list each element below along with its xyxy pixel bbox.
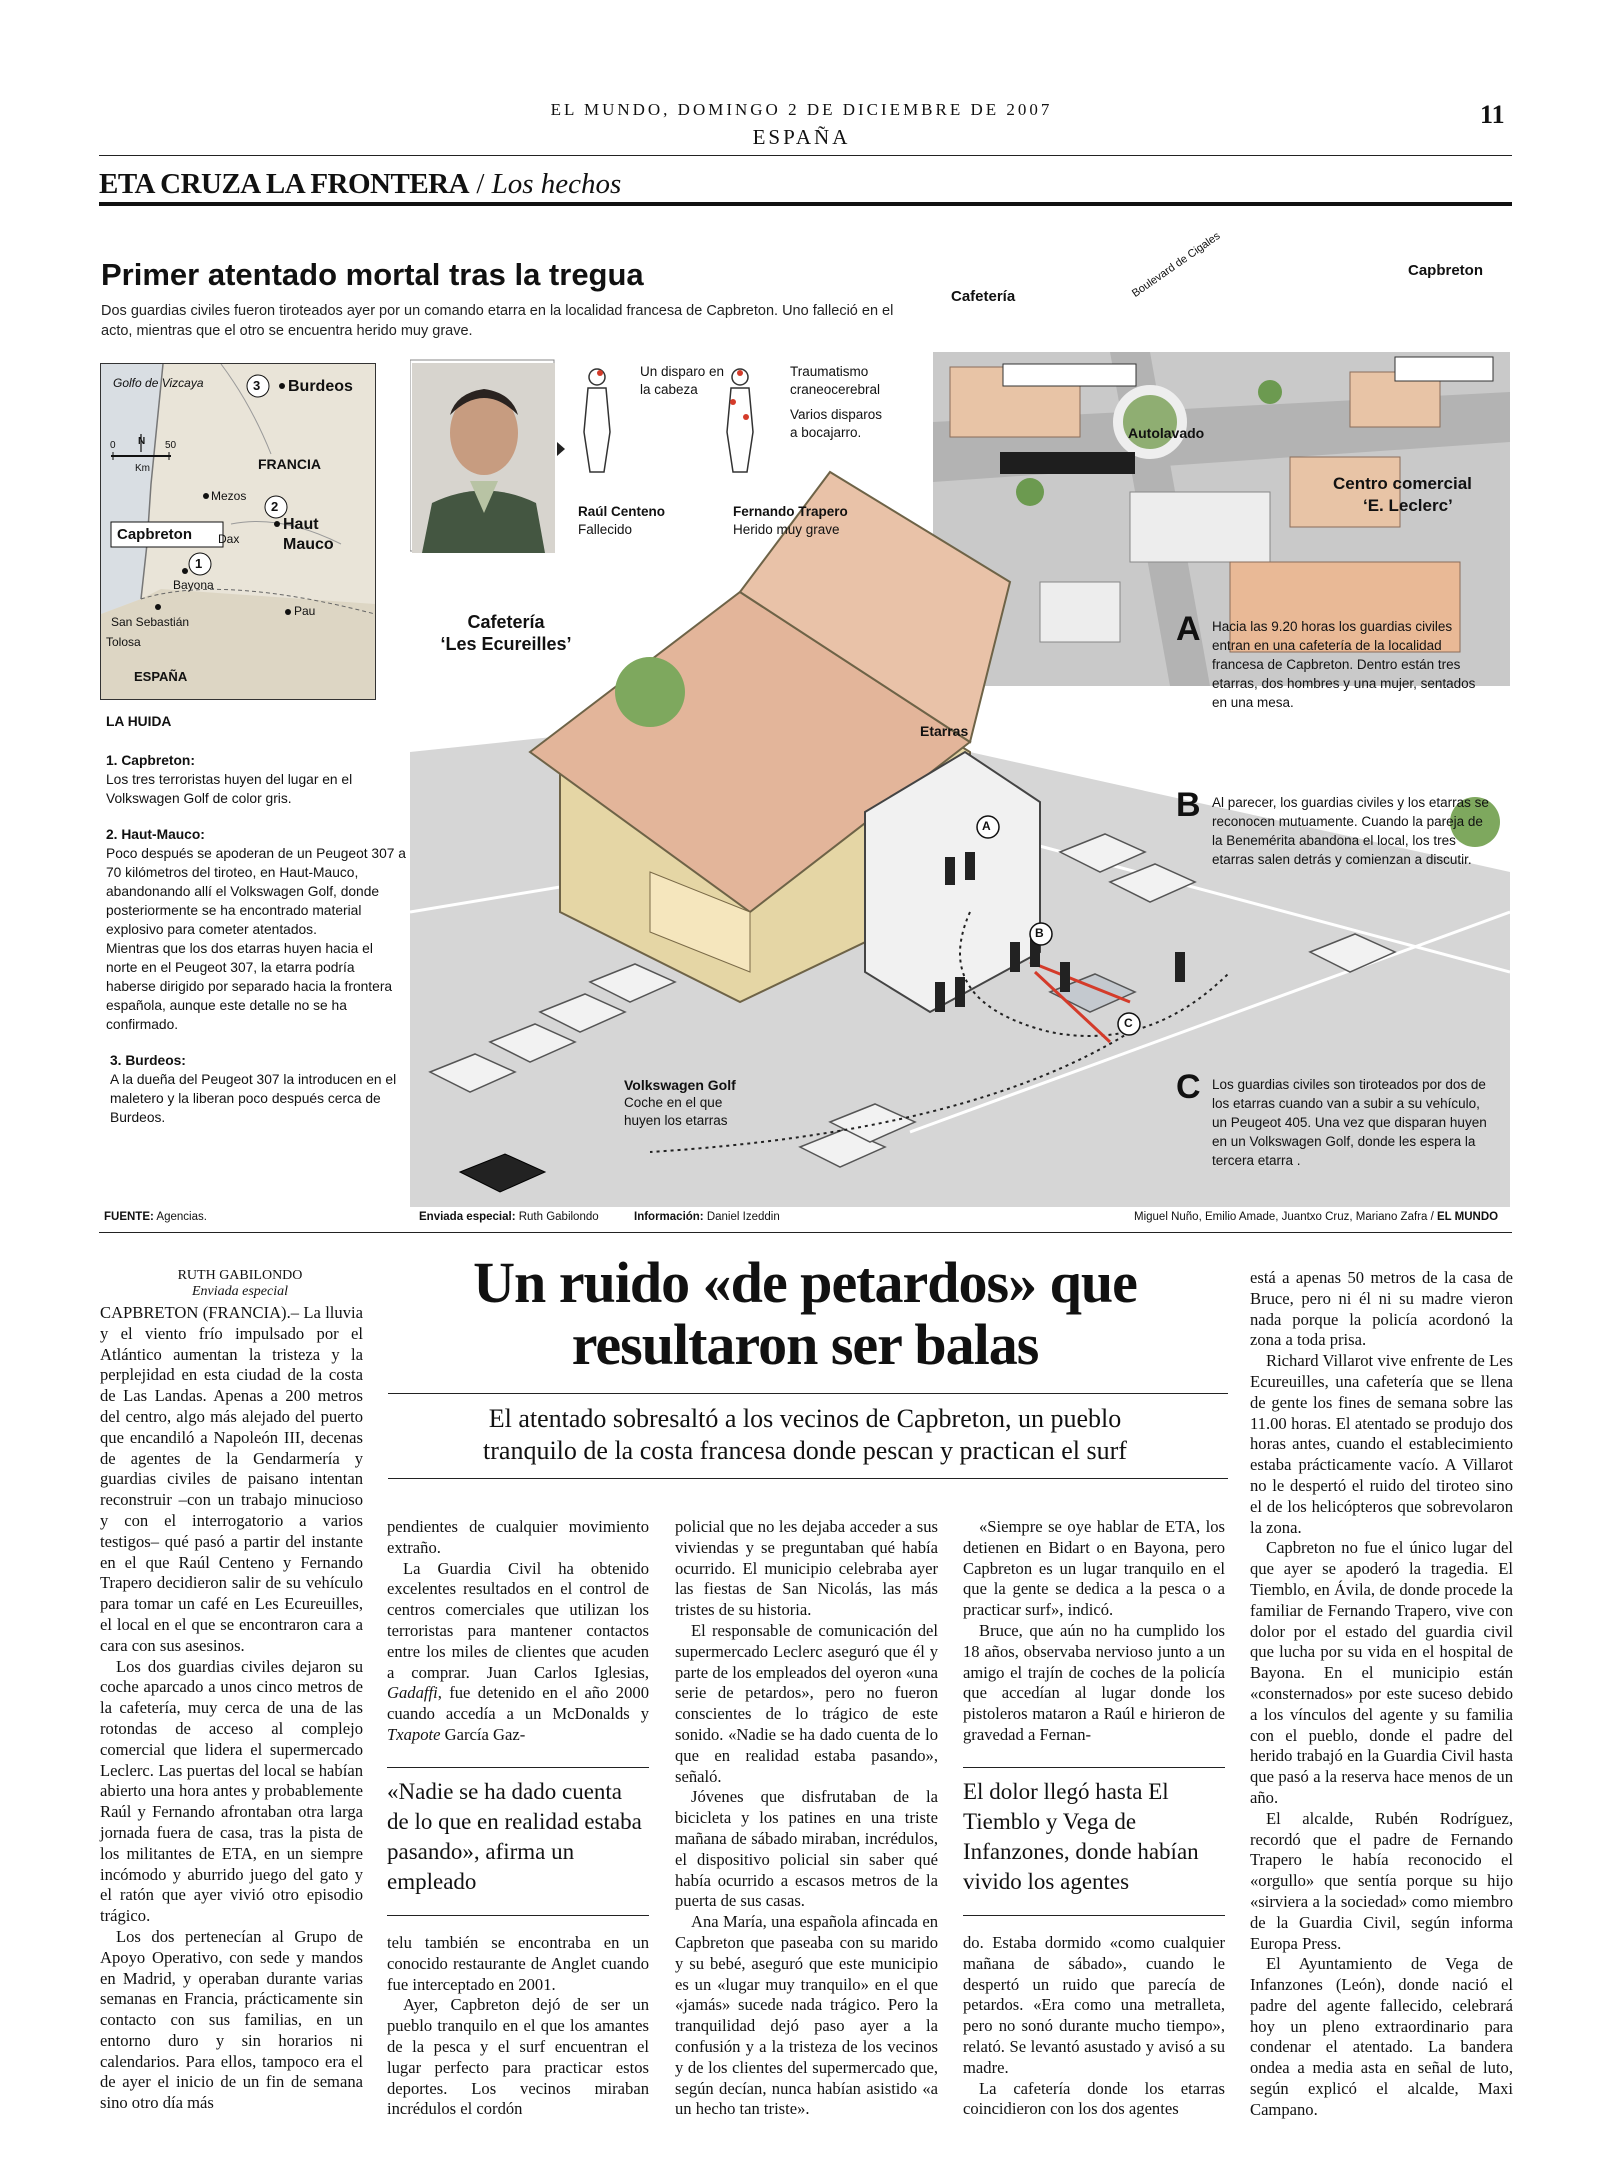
paragraph: El alcalde, Rubén Rodríguez, recordó que el padre de Fernando Trapero le había reconocido el «orgullo» que sentía porque su hijo «sirviera a la sociedad» como miembro de la Guardia Civil, según informa Europa Press. bbox=[1250, 1808, 1513, 1953]
credit-info: Daniel Izeddin bbox=[703, 1211, 780, 1223]
callout-c-text: Los guardias civiles son tiroteados por dos de los etarras cuando van a subir a su vehículo, un Peugeot 405. Una vez que disparan huyen en un Volkswagen Golf, donde les espera la tercera etarra . bbox=[1212, 1077, 1487, 1168]
map-haut: Haut bbox=[283, 516, 319, 533]
huida-step3-title: 3. Burdeos: bbox=[110, 1053, 186, 1068]
paragraph: Ana María, una española afincada en Capbreton que paseaba con su marido y su bebé, aseguró que este municipio es un «lugar muy tranquilo» en el que «jamás» sucede nada trágico. Pero la tranquilidad dejó paso ayer a la confusión y a la tristeza de los vecinos y de los clientes del supermercado que, según decían, nunca habían asistido «a un hecho tan triste». bbox=[675, 1912, 938, 2119]
map-scale-km: Km bbox=[135, 463, 150, 474]
huida-step2-title: 2. Haut-Mauco: bbox=[106, 827, 205, 842]
scene-marker-b: B bbox=[1035, 926, 1044, 940]
callout-b-text: Al parecer, los guardias civiles y los etarras se reconocen mutuamente. Cuando la pareja de la Benemérita abandona el local, los tres etarras salen detrás y comienzan a discutir. bbox=[1212, 795, 1489, 867]
article-column-1 bbox=[100, 1303, 363, 2114]
map-sea: Golfo de Vizcaya bbox=[113, 376, 204, 390]
paragraph: Los dos pertenecían al Grupo de Apoyo Operativo, con sede y mandos en Madrid, y operaban durante varias semanas en Francia, prácticamente sin contacto con sus familias, en un entorno duro y sin horarios ni calendarios. Para ellos, tampoco era el de ayer el inicio de un fin de semana sino otro día más bbox=[100, 1926, 363, 2113]
paragraph-text: La Guardia Civil ha obtenido excelentes resultados en el control de centros comerciales que utilizan los terroristas para mantener contactos entre los miles de clientes que acuden a comprar. Juan Carlos Iglesias, bbox=[387, 1558, 649, 1682]
paragraph-text: , fue detenido en el año 2000 cuando accedía a un McDonalds y bbox=[387, 1683, 649, 1724]
edition-date: EL MUNDO, DOMINGO 2 DE DICIEMBRE DE 2007 bbox=[550, 100, 1053, 119]
map-marker-2: 2 bbox=[271, 499, 279, 514]
pull-rule bbox=[387, 1915, 649, 1916]
paragraph: do. Estaba dormido «como cualquier mañana de sábado», cuando le despertó un ruido que parecía de petardos. «Era como una metralleta, pero no sonó durante mucho tiempo», relató. Se levantó asustado y avisó a su madre. bbox=[963, 1933, 1225, 2077]
locator-map bbox=[100, 363, 376, 700]
headline-line-1: Un ruido «de petardos» que bbox=[473, 1250, 1137, 1315]
map-north: N bbox=[138, 436, 146, 447]
callout-a-letter: A bbox=[1176, 610, 1201, 648]
huida-panel bbox=[106, 712, 406, 1144]
huida-step1-title: 1. Capbreton: bbox=[106, 753, 195, 768]
scene-vw-3: huyen los etarras bbox=[624, 1113, 728, 1128]
byline-role: Enviada especial bbox=[191, 1284, 289, 1299]
map-pau: Pau bbox=[294, 604, 316, 618]
map-dax: Dax bbox=[218, 532, 240, 546]
paragraph: El responsable de comunicación del supermercado Leclerc aseguró que él y parte de los empleados del oyeron «una serie de petardos», pero no fueron conscientes de lo trágico de este sonido. «Nadie se ha dado cuenta de lo que en realidad estaba pasando», señaló. bbox=[675, 1620, 938, 1786]
header-rule bbox=[99, 155, 1512, 156]
pull-rule bbox=[963, 1915, 1225, 1916]
article-column-3 bbox=[675, 1517, 938, 2120]
scene-vw-1: Volkswagen Golf bbox=[624, 1077, 736, 1093]
infographic-subtitle: Dos guardias civiles fueron tiroteados ayer por un comando etarra en la localidad francesa de Capbreton. Uno falleció en el acto, mientras que el otro se encuentra herido muy grave. bbox=[101, 303, 894, 339]
aerial-centro-1: Centro comercial bbox=[1333, 474, 1472, 493]
huida-step1-text: Los tres terroristas huyen del lugar en el Volkswagen Golf de color gris. bbox=[106, 772, 353, 806]
map-san-sebastian: San Sebastián bbox=[111, 615, 190, 629]
aerial-lugar-tiroteo: Lugar del tiroteo bbox=[1011, 366, 1114, 381]
map-tolosa: Tolosa bbox=[106, 635, 141, 649]
credit-autores: Miguel Nuño, Emilio Amade, Juantxo Cruz, Mariano Zafra / bbox=[1134, 1211, 1437, 1223]
map-scale-0: 0 bbox=[110, 440, 116, 451]
scene-marker-c: C bbox=[1124, 1016, 1133, 1030]
paragraph: La cafetería donde los etarras coincidieron con los dos agentes bbox=[963, 2078, 1225, 2119]
pull-quote-1: «Nadie se ha dado cuenta de lo que en realidad estaba pasando», afirma un empleado bbox=[387, 1779, 642, 1894]
paragraph-text: García Gaz- bbox=[440, 1724, 526, 1744]
scene-vw-2: Coche en el que bbox=[624, 1095, 723, 1110]
huida-step2-text: Poco después se apoderan de un Peugeot 307 a 70 kilómetros del tiroteo, en Haut-Mauco, abandonando allí el Volkswagen Golf, donde posteriormente se ha encontrado material explosivo para cometer atentados. bbox=[106, 846, 406, 937]
huida-step3-text: A la dueña del Peugeot 307 la introducen en el maletero y la liberan poco después cerca de Burdeos. bbox=[110, 1072, 397, 1125]
paragraph: Ayer, Capbreton dejó de ser un pueblo tranquilo en el que los amantes de la pesca y el surf encuentran el lugar perfecto para practicar estos deportes. Los vecinos miraban incrédulos el cordón bbox=[387, 1995, 649, 2119]
paragraph: Richard Villarot vive enfrente de Les Ecureuilles, una cafetería que se llena de gente los fines de semana sobre las 11.00 horas. El atentado se produjo dos horas antes, cuando el establecimiento estaba prácticamente vacío. A Villarot no le despertó el ruido del tiroteo sino el de los helicópteros que sobrevolaron la zona. bbox=[1250, 1351, 1513, 1537]
aerial-capbreton: Capbreton bbox=[1408, 262, 1483, 279]
paragraph: pendientes de cualquier movimiento extraño. bbox=[387, 1517, 649, 1557]
scene-cafeteria-2: ‘Les Ecureilles’ bbox=[440, 634, 572, 654]
map-scale-50: 50 bbox=[165, 440, 177, 451]
article-column-5 bbox=[1250, 1268, 1513, 2121]
callout-a-text: Hacia las 9.20 horas los guardias civiles entran en una cafetería de la localidad francesa de Capbreton. Dentro están tres etarras, dos hombres y una mujer, sentados en una mesa. bbox=[1212, 619, 1476, 710]
article-headline bbox=[400, 1252, 1210, 1376]
victim-name-fernando: Fernando Trapero bbox=[733, 504, 848, 519]
aerial-centro-2: ‘E. Leclerc’ bbox=[1363, 496, 1453, 515]
credit-fuente-label: FUENTE: bbox=[104, 1211, 154, 1223]
kicker bbox=[99, 168, 621, 201]
map-marker-3: 3 bbox=[253, 378, 261, 393]
paragraph: Jóvenes que disfrutaban de la bicicleta y los patines en una triste mañana de sábado miraban, incrédulos, el dispositivo policial sin saber qué había ocurrido a escasos metros de la puerta de sus casas. bbox=[675, 1787, 938, 1911]
paragraph: El Ayuntamiento de Vega de Infanzones (León), donde nació el padre del agente fallecido, celebrará hoy un pleno extraordinario para condenar el atentado. La bandera ondea a media asta en señal de luto, según explicó el alcalde, Maxi Campano. bbox=[1250, 1954, 1513, 2119]
paragraph: Capbreton no fue el único lugar del que ayer se apoderó la tragedia. El Tiemblo, en Ávila, de donde procede la familiar de Fernando Trapero, vive con dolor por el estado del guardia civil que lucha por su vida en el hospital de Bayona. En el municipio están «consternados» por este suceso debido a los vínculos del agente y su familia con el pueblo, donde el padre del herido trabajó en la Guardia Civil hasta que pasó a la reserva hace menos de un año. bbox=[1250, 1538, 1513, 1807]
paragraph: está a apenas 50 metros de la casa de Bruce, pero ni él ni su madre vieron nada porque la policía acordonó la zona a toda prisa. bbox=[1250, 1268, 1513, 1350]
callout-c-letter: C bbox=[1176, 1068, 1201, 1106]
infographic-title: Primer atentado mortal tras la tregua bbox=[101, 257, 644, 292]
credit-paper: EL MUNDO bbox=[1436, 1211, 1499, 1223]
paragraph: Bruce, que aún no ha cumplido los 18 años, observaba nervioso junto a un amigo el trajín de coches de la policía que accedían al lugar donde los pistoleros mataron a Raúl e hirieron de gravedad a Fernan- bbox=[963, 1620, 1225, 1744]
kicker-main: ETA CRUZA LA FRONTERA bbox=[99, 168, 470, 200]
scene-marker-a: A bbox=[982, 819, 991, 833]
credit-enviada-label: Enviada especial: bbox=[419, 1211, 516, 1223]
paragraph: policial que no les dejaba acceder a sus viviendas y se preguntaban qué había ocurrido. El municipio celebraba ayer las fiestas de San Nicolás, las más tristes de su historia. bbox=[675, 1517, 938, 1620]
paragraph bbox=[387, 1559, 649, 1746]
deck-rule-top bbox=[388, 1393, 1228, 1394]
pull-quote-2: El dolor llegó hasta El Tiemblo y Vega de Infanzones, donde habían vivido los agentes bbox=[963, 1779, 1199, 1894]
paragraph: telu también se encontraba en un conocido restaurante de Anglet cuando fue interceptado en 2001. bbox=[387, 1933, 649, 1994]
deck-rule-bottom bbox=[388, 1478, 1228, 1479]
pull-rule bbox=[963, 1767, 1225, 1768]
callout-b-letter: B bbox=[1176, 786, 1201, 824]
wound-fernando-1: Traumatismo craneocerebral bbox=[790, 364, 881, 397]
article-deck bbox=[400, 1403, 1210, 1467]
map-francia: FRANCIA bbox=[258, 456, 321, 472]
map-espana: ESPAÑA bbox=[134, 669, 188, 684]
aerial-cafeteria: Cafetería bbox=[951, 288, 1016, 305]
kicker-rule bbox=[99, 202, 1512, 206]
map-mauco: Mauco bbox=[283, 536, 334, 553]
paragraph: Los dos guardias civiles dejaron su coche aparcado a unos cinco metros de la cafetería, muy cerca de una de las rotondas de acceso al complejo comercial que lidera el supermercado Leclerc. Las puertas del local se habían abierto una hora antes y probablemente Raúl y Fernando afrontaban otra larga jornada fuera de casa, tras la pista de los militantes de ETA, en un siempre incómodo y aburrido juego del gato y el ratón que ayer vivió otro episodio trágico. bbox=[100, 1656, 363, 1926]
page-number: 11 bbox=[1480, 100, 1505, 129]
credit-fuente: Agencias. bbox=[153, 1211, 207, 1223]
aerial-boulevard: Boulevard de Cigales bbox=[1130, 230, 1223, 300]
map-bayona: Bayona bbox=[173, 578, 214, 592]
credit-enviada: Ruth Gabilondo bbox=[515, 1211, 599, 1223]
deck-line-2: tranquilo de la costa francesa donde pescan y practican el surf bbox=[483, 1436, 1127, 1465]
infographic-bottom-rule bbox=[99, 1232, 1512, 1233]
tree-icon bbox=[615, 657, 685, 727]
kicker-sep: / bbox=[469, 168, 492, 200]
headline-line-2: resultaron ser balas bbox=[571, 1312, 1039, 1377]
wound-raul: Un disparo en la cabeza bbox=[640, 364, 725, 397]
map-capbreton: Capbreton bbox=[117, 526, 192, 543]
section-name: ESPAÑA bbox=[752, 125, 851, 149]
scene-cafeteria-1: Cafetería bbox=[467, 612, 545, 632]
victim-status-fernando: Herido muy grave bbox=[733, 522, 840, 537]
credit-info-label: Información: bbox=[634, 1211, 704, 1223]
article-column-4-bottom bbox=[963, 1933, 1225, 2120]
huida-title: LA HUIDA bbox=[106, 714, 172, 729]
aerial-autolavado: Autolavado bbox=[1128, 425, 1205, 441]
paragraph: «Siempre se oye hablar de ETA, los detienen en Bidart o en Bayona, pero Capbreton es un lugar tranquilo en el que la gente se dedica a la pesca o a practicar surf», indicó. bbox=[963, 1517, 1225, 1620]
map-marker-1: 1 bbox=[195, 556, 203, 571]
alias: Txapote bbox=[387, 1724, 441, 1744]
huida-step2-text2: Mientras que los dos etarras huyen hacia el norte en el Peugeot 307, la etarra podría haberse dirigido por separado hacia la frontera española, aunque este detalle no se ha confirmado. bbox=[106, 941, 393, 1032]
article-column-2-bottom bbox=[387, 1933, 649, 2120]
victim-name-raul: Raúl Centeno bbox=[578, 504, 666, 519]
scene-etarras: Etarras bbox=[920, 723, 969, 739]
byline bbox=[100, 1268, 380, 1300]
wound-fernando-2: Varios disparos a bocajarro. bbox=[790, 407, 883, 440]
victim-photo bbox=[412, 363, 555, 553]
pull-rule bbox=[387, 1767, 649, 1768]
kicker-sub: Los hechos bbox=[491, 168, 622, 200]
alias: Gadaffi bbox=[387, 1683, 438, 1703]
byline-name: RUTH GABILONDO bbox=[177, 1268, 303, 1283]
paragraph: CAPBRETON (FRANCIA).– La lluvia y el viento frío impulsado por el Atlántico aumentan la tristeza y la perplejidad en esta ciudad de la costa de Las Landas. Apenas a 200 metros del centro, algo más alejado del puerto que encandiló a Napoleón III, decenas de agentes de la Gendarmería y guardias civiles de paisano intentan reconstruir –con un trabajo minucioso y con el interrogatorio a varios testigos– qué pasó a partir del instante en el que Raúl Centeno y Fernando Trapero decidieron salir de su vehículo para tomar un café en Les Ecureuilles, el local en el que se encontraron cara a cara con sus asesinos. bbox=[100, 1303, 363, 1655]
map-burdeos: Burdeos bbox=[288, 378, 353, 395]
map-mezos: Mezos bbox=[211, 489, 247, 503]
deck-line-1: El atentado sobresaltó a los vecinos de Capbreton, un pueblo bbox=[488, 1404, 1122, 1433]
article-column-4-top bbox=[963, 1517, 1225, 1746]
victim-status-raul: Fallecido bbox=[578, 522, 633, 537]
article-column-2-top bbox=[387, 1517, 649, 1746]
